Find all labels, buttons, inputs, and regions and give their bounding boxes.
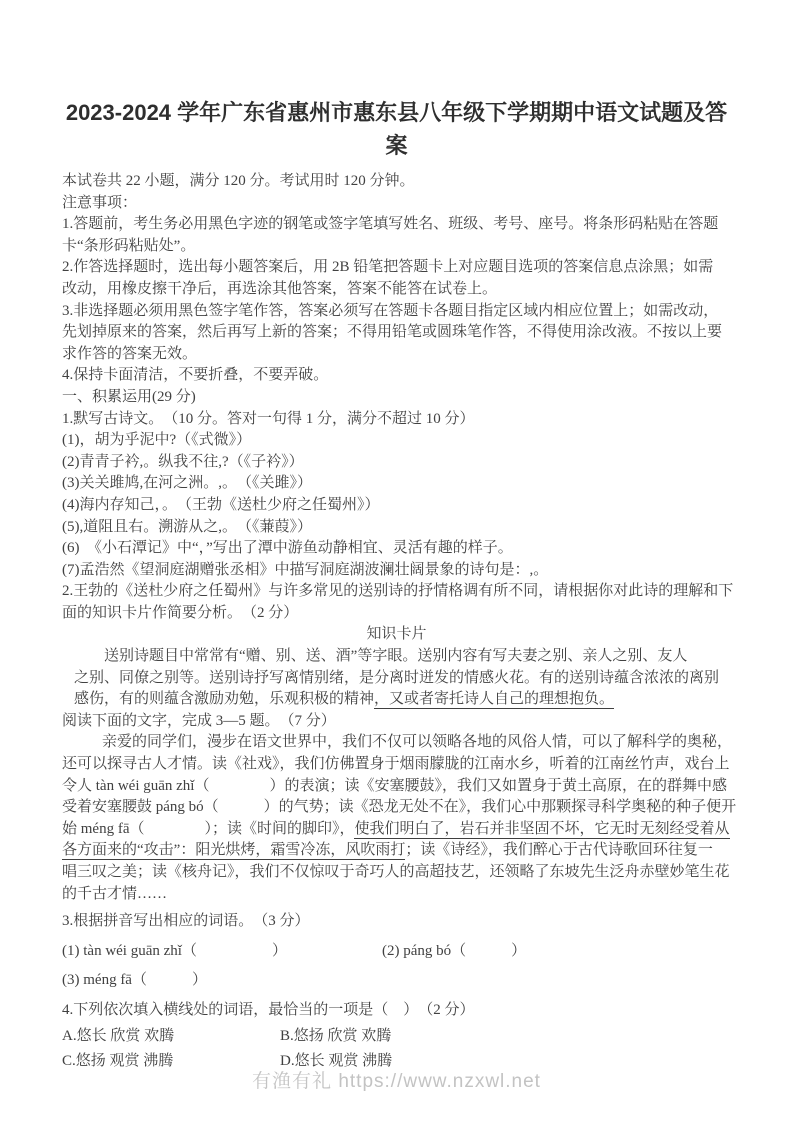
question-4-stem: 4.下列依次填入横线处的词语，最恰当的一项是（ ） （2 分）: [62, 1001, 475, 1018]
question-2-stem-line: 2.王勃的《送杜少府之任蜀州》与许多常见的送别诗的抒情格调有所不同，请根据你对此诗的理解和下: [62, 583, 734, 600]
passage-line: 受着安塞腰鼓 páng bó（ ）的气势；读《恐龙无处不在》，我们心中那颗探寻科学奥秘的种子便开: [62, 799, 737, 816]
q1-item: (4)海内存知己，。 （王勃《送杜少府之任蜀州》）: [62, 496, 380, 513]
exam-title: [62, 96, 731, 162]
exam-meta: 本试卷共 22 小题，满分 120 分。考试用时 120 分钟。: [62, 173, 415, 189]
q3-item: (1) tàn wéi guān zhǐ（ ）: [62, 942, 287, 959]
passage-line: [62, 840, 731, 862]
q1-item: (6) 《小石潭记》中“，”写出了潭中游鱼动静相宜、灵活有趣的样子。: [62, 540, 513, 557]
q1-item: (3)关关雎鸠,在河之洲。,。 （《关雎》）: [62, 475, 312, 492]
notice-line: 求作答的答案无效。: [62, 345, 198, 362]
passage-line: [62, 819, 731, 841]
notice-line: 先划掉原来的答案，然后再写上新的答案；不得用铅笔或圆珠笔作答，不得使用涂改液。不按以上要: [62, 324, 723, 341]
reading-instruction: 阅读下面的文字，完成 3—5 题。 （7 分）: [62, 712, 336, 729]
q1-item: (7)孟浩然《望洞庭湖赠张丞相》中描写洞庭湖波澜壮阔景象的诗句是：,。: [62, 561, 549, 578]
passage-line: 亲爱的同学们，漫步在语文世界中，我们不仅可以领略各地的风俗人情，可以了解科学的奥秘，: [102, 734, 733, 751]
notice-line: 3.非选择题必须用黑色签字笔作答，答案必须写在答题卡各题目指定区域内相应位置上；如需改动，: [62, 302, 719, 319]
watermark-text: 有渔有礼 https://www.nzxwl.net: [252, 1071, 541, 1092]
passage-line: 唱三叹之美；读《核舟记》，我们不仅惊叹于奇巧人的高超技艺，还领略了东坡先生泛舟赤壁妙笔生花: [62, 864, 730, 880]
underlined-text: ，又或者寄托诗人自己的理想抱负。: [374, 691, 615, 708]
section-heading: 一、积累运用(29 分): [62, 388, 196, 405]
q1-item: (5),道阻且右。溯游从之,。 （《蒹葭》）: [62, 518, 312, 535]
notice-line: 改动，用橡皮擦干净后，再选涂其他答案，答案不能答在试卷上。: [62, 280, 498, 297]
knowledge-card-line: 之别、同僚之别等。送别诗抒写离情别绪，是分离时迸发的情感火花。有的送别诗蕴含浓浓的离别: [74, 669, 720, 686]
underlined-text: 各方面来的“攻击”：阳光烘烤，霜雪冷冻，风吹雨打: [62, 842, 406, 859]
question-2-stem-line: 面的知识卡片作简要分析。 （2 分）: [62, 604, 299, 621]
knowledge-card-line: 送别诗题目中常常有“赠、别、送、酒”等字眼。送别内容有写夫妻之别、亲人之别、友人: [104, 648, 688, 665]
passage-line: 还可以探寻古人才情。读《社戏》，我们仿佛置身于烟雨朦胧的江南水乡，听着的江南丝竹声，戏台上: [62, 756, 730, 773]
q4-option-d: D.悠长 观赏 沸腾: [280, 1053, 393, 1070]
q4-option-b: B.悠扬 欣赏 欢腾: [280, 1027, 392, 1044]
q1-item: (1)，胡为乎泥中?（《式微》）: [62, 432, 252, 449]
notice-line: 1.答题前，考生务必用黑色字迹的钢笔或签字笔填写姓名、班级、考号、座号。将条形码粘贴在答题: [62, 216, 719, 233]
question-1-stem: 1.默写古诗文。 （10 分。答对一句得 1 分，满分不超过 10 分）: [62, 410, 475, 427]
q3-item: (3) méng fā（ ）: [62, 972, 207, 989]
q4-option-c: C.悠扬 观赏 沸腾: [62, 1053, 174, 1070]
knowledge-card-line: [62, 689, 731, 711]
notice-line: 4.保持卡面清洁，不要折叠，不要弄破。: [62, 367, 329, 384]
passage-text: 始 méng fā（ ）；读《时间的脚印》，: [62, 820, 355, 837]
q3-item-row: [62, 941, 731, 963]
passage-text: ；读《诗经》，我们醉心于古代诗歌回环往复一: [405, 842, 713, 859]
notice-heading: 注意事项：: [62, 194, 138, 211]
exam-title-line1: 2023-2024 学年广东省惠州市惠东县八年级下学期期中语文试题及答: [65, 100, 728, 125]
q4-option-a: A.悠长 欣赏 欢腾: [62, 1027, 175, 1044]
notice-line: 2.作答选择题时，选出每小题答案后，用 2B 铅笔把答题卡上对应题目选项的答案信息点涂黑；如需: [62, 259, 714, 276]
notice-line: 卡“条形码粘贴处”。: [62, 237, 196, 254]
q1-item: (2)青青子衿,。纵我不往,?（《子衿》）: [62, 453, 304, 470]
exam-title-line2: 案: [385, 133, 408, 158]
underlined-text: 使我们明白了，岩石并非坚固不坏，它无时无刻经受着从: [354, 820, 730, 837]
knowledge-card-title: 知识卡片: [366, 626, 427, 643]
knowledge-card-text: 感伤，有的则蕴含激励劝勉，乐观积极的精神: [74, 691, 375, 708]
q4-option-row: [62, 1026, 731, 1048]
question-3-stem: 3.根据拼音写出相应的词语。 （3 分）: [62, 913, 310, 930]
passage-line: 令人 tàn wéi guān zhǐ（ ）的表演；读《安塞腰鼓》，我们又如置身于黄土高原，在的群舞中感: [62, 777, 727, 794]
q3-item: (2) páng bó（ ）: [382, 942, 527, 959]
passage-line: 的千古才情……: [62, 885, 168, 902]
